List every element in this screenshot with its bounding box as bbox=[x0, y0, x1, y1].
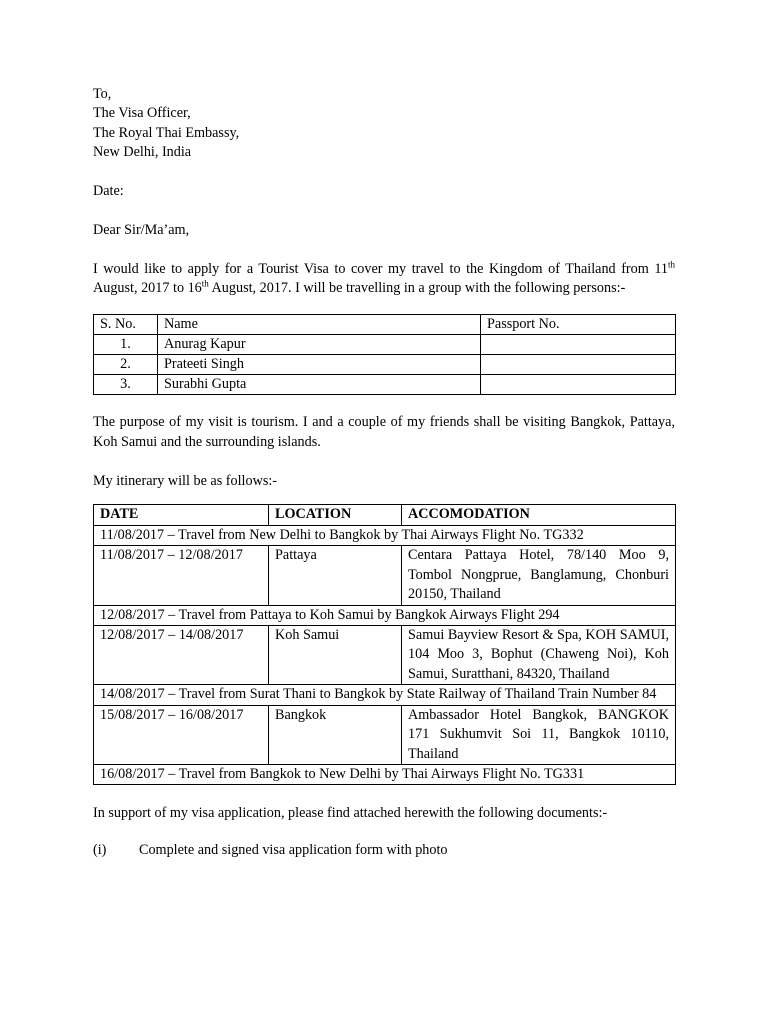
persons-header-sno: S. No. bbox=[94, 315, 158, 335]
persons-header-passport: Passport No. bbox=[481, 315, 676, 335]
itinerary-header-date: DATE bbox=[94, 505, 269, 526]
address-officer: The Visa Officer, bbox=[93, 105, 191, 122]
intro-part2: August, 2017 to 16 bbox=[93, 280, 202, 297]
person-name: Surabhi Gupta bbox=[158, 375, 481, 395]
list-item bbox=[93, 841, 675, 860]
persons-table bbox=[93, 314, 676, 395]
stay-location: Koh Samui bbox=[269, 626, 402, 685]
person-name: Anurag Kapur bbox=[158, 335, 481, 355]
stay-date: 12/08/2017 – 14/08/2017 bbox=[94, 626, 269, 685]
travel-cell: 14/08/2017 – Travel from Surat Thani to Bangkok by State Railway of Thailand Train Number 84 bbox=[94, 685, 676, 705]
itinerary-header-row bbox=[94, 505, 676, 526]
document-text: Complete and signed visa application form with photo bbox=[139, 841, 448, 858]
table-row bbox=[94, 375, 676, 395]
persons-header-row bbox=[94, 315, 676, 335]
stay-location: Pattaya bbox=[269, 546, 402, 605]
person-sno: 1. bbox=[94, 335, 158, 355]
address-embassy: The Royal Thai Embassy, bbox=[93, 124, 240, 141]
travel-cell: 11/08/2017 – Travel from New Delhi to Bangkok by Thai Airways Flight No. TG332 bbox=[94, 526, 676, 546]
itinerary-header-location: LOCATION bbox=[269, 505, 402, 526]
address-to: To, bbox=[93, 86, 112, 102]
stay-date: 15/08/2017 – 16/08/2017 bbox=[94, 705, 269, 764]
table-row bbox=[94, 335, 676, 355]
person-passport bbox=[481, 355, 676, 375]
address-city: New Delhi, India bbox=[93, 144, 192, 161]
stay-accommodation: Samui Bayview Resort & Spa, KOH SAMUI, 104 Moo 3, Bophut (Chaweng Noi), Koh Samui, Suratthani, 84320, Thailand bbox=[402, 626, 676, 685]
stay-accommodation: Centara Pattaya Hotel, 78/140 Moo 9, Tombol Nongprue, Banglamung, Chonburi 20150, Thailand bbox=[402, 546, 676, 605]
itinerary-intro: My itinerary will be as follows:- bbox=[93, 472, 278, 489]
intro-paragraph bbox=[93, 260, 675, 299]
table-row bbox=[94, 685, 676, 705]
table-row bbox=[94, 546, 676, 605]
intro-sup2: th bbox=[201, 278, 209, 289]
person-passport bbox=[481, 375, 676, 395]
person-passport bbox=[481, 335, 676, 355]
itinerary-table bbox=[93, 504, 676, 785]
document-number: (i) bbox=[93, 841, 107, 858]
table-row bbox=[94, 705, 676, 764]
travel-cell: 16/08/2017 – Travel from Bangkok to New Delhi by Thai Airways Flight No. TG331 bbox=[94, 764, 676, 784]
intro-part3: August, 2017. I will be travelling in a group with the following persons:- bbox=[208, 280, 626, 297]
itinerary-header-accommodation: ACCOMODATION bbox=[402, 505, 676, 526]
persons-header-name: Name bbox=[158, 315, 481, 335]
person-name: Prateeti Singh bbox=[158, 355, 481, 375]
intro-sup1: th bbox=[667, 258, 675, 269]
date-label: Date: bbox=[93, 183, 124, 200]
letter-page bbox=[93, 85, 675, 860]
purpose-paragraph: The purpose of my visit is tourism. I and a couple of my friends shall be visiting Bangkok, Pattaya, Koh Samui and the surrounding islands. bbox=[93, 414, 675, 450]
intro-part1: I would like to apply for a Tourist Visa to cover my travel to the Kingdom of Thailand from 11 bbox=[93, 260, 668, 277]
stay-location: Bangkok bbox=[269, 705, 402, 764]
travel-cell: 12/08/2017 – Travel from Pattaya to Koh Samui by Bangkok Airways Flight 294 bbox=[94, 605, 676, 625]
table-row bbox=[94, 526, 676, 546]
person-sno: 2. bbox=[94, 355, 158, 375]
stay-date: 11/08/2017 – 12/08/2017 bbox=[94, 546, 269, 605]
table-row bbox=[94, 764, 676, 784]
table-row bbox=[94, 355, 676, 375]
person-sno: 3. bbox=[94, 375, 158, 395]
salutation: Dear Sir/Ma’am, bbox=[93, 221, 190, 238]
stay-accommodation: Ambassador Hotel Bangkok, BANGKOK 171 Sukhumvit Soi 11, Bangkok 10110, Thailand bbox=[402, 705, 676, 764]
table-row bbox=[94, 626, 676, 685]
table-row bbox=[94, 605, 676, 625]
support-intro: In support of my visa application, please find attached herewith the following documents:- bbox=[93, 805, 608, 822]
